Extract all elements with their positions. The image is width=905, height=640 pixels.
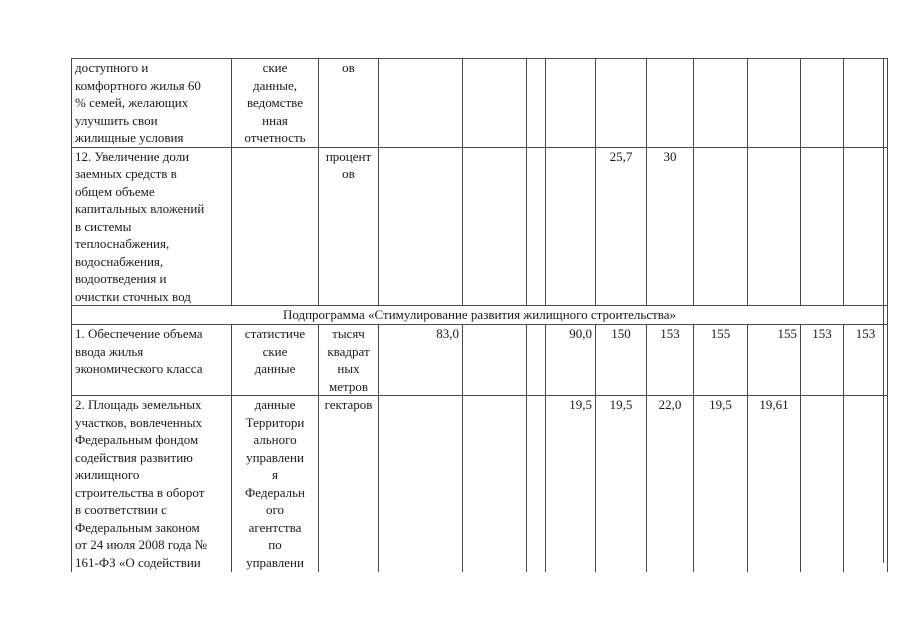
table-row	[72, 396, 888, 572]
value-cell: 155	[748, 325, 801, 396]
value-cell	[748, 147, 801, 306]
value-cell: 90,0	[546, 325, 596, 396]
value-cell	[596, 59, 647, 148]
value-cell	[694, 147, 748, 306]
value-cell: 153	[844, 325, 888, 396]
value-cell: 25,7	[596, 147, 647, 306]
value-cell	[748, 59, 801, 148]
value-cell	[844, 59, 888, 148]
subprogram-title: Подпрограмма «Стимулирование развития жилищного строительства»	[72, 306, 888, 325]
value-cell	[801, 59, 844, 148]
value-cell: 150	[596, 325, 647, 396]
value-cell	[647, 59, 694, 148]
value-cell	[546, 59, 596, 148]
value-cell	[527, 396, 546, 572]
source-cell: данные Территори ального управлени я Федеральн ого агентства по управлени	[232, 396, 319, 572]
value-cell	[694, 59, 748, 148]
indicator-cell: 1. Обеспечение объема ввода жилья экономического класса	[72, 325, 232, 396]
value-cell	[379, 396, 463, 572]
value-cell	[801, 147, 844, 306]
value-cell: 22,0	[647, 396, 694, 572]
indicators-table	[71, 58, 888, 572]
unit-cell: ов	[319, 59, 379, 148]
unit-cell: тысяч квадрат ных метров	[319, 325, 379, 396]
value-cell: 153	[647, 325, 694, 396]
value-cell	[527, 147, 546, 306]
source-cell: статистиче ские данные	[232, 325, 319, 396]
value-cell	[527, 59, 546, 148]
value-cell	[527, 325, 546, 396]
value-cell	[546, 147, 596, 306]
value-cell: 153	[801, 325, 844, 396]
value-cell: 19,5	[694, 396, 748, 572]
table-row	[72, 59, 888, 148]
indicator-cell: доступного и комфортного жилья 60 % семей, желающих улучшить свои жилищные условия	[72, 59, 232, 148]
unit-cell: гектаров	[319, 396, 379, 572]
indicator-cell: 2. Площадь земельных участков, вовлеченных Федеральным фондом содействия развитию жилищного строительства в оборот в соответствии с Федеральным законом от 24 июля 2008 года № 161-ФЗ «О содействии	[72, 396, 232, 572]
value-cell	[844, 147, 888, 306]
value-cell: 19,5	[596, 396, 647, 572]
value-cell: 155	[694, 325, 748, 396]
value-cell	[844, 396, 888, 572]
value-cell: 83,0	[379, 325, 463, 396]
table-row	[72, 325, 888, 396]
value-cell: 19,61	[748, 396, 801, 572]
value-cell: 30	[647, 147, 694, 306]
source-cell	[232, 147, 319, 306]
indicator-cell: 12. Увеличение доли заемных средств в общем объеме капитальных вложений в системы теплоснабжения, водоснабжения, водоотведения и очистки сточных вод	[72, 147, 232, 306]
value-cell	[463, 396, 527, 572]
table-row	[72, 147, 888, 306]
value-cell	[463, 147, 527, 306]
value-cell	[379, 59, 463, 148]
value-cell	[379, 147, 463, 306]
value-cell	[801, 396, 844, 572]
value-cell	[463, 325, 527, 396]
subprogram-row	[72, 306, 888, 325]
page-edge-line	[883, 58, 884, 563]
source-cell: ские данные, ведомстве нная отчетность	[232, 59, 319, 148]
unit-cell: процент ов	[319, 147, 379, 306]
value-cell	[463, 59, 527, 148]
value-cell: 19,5	[546, 396, 596, 572]
